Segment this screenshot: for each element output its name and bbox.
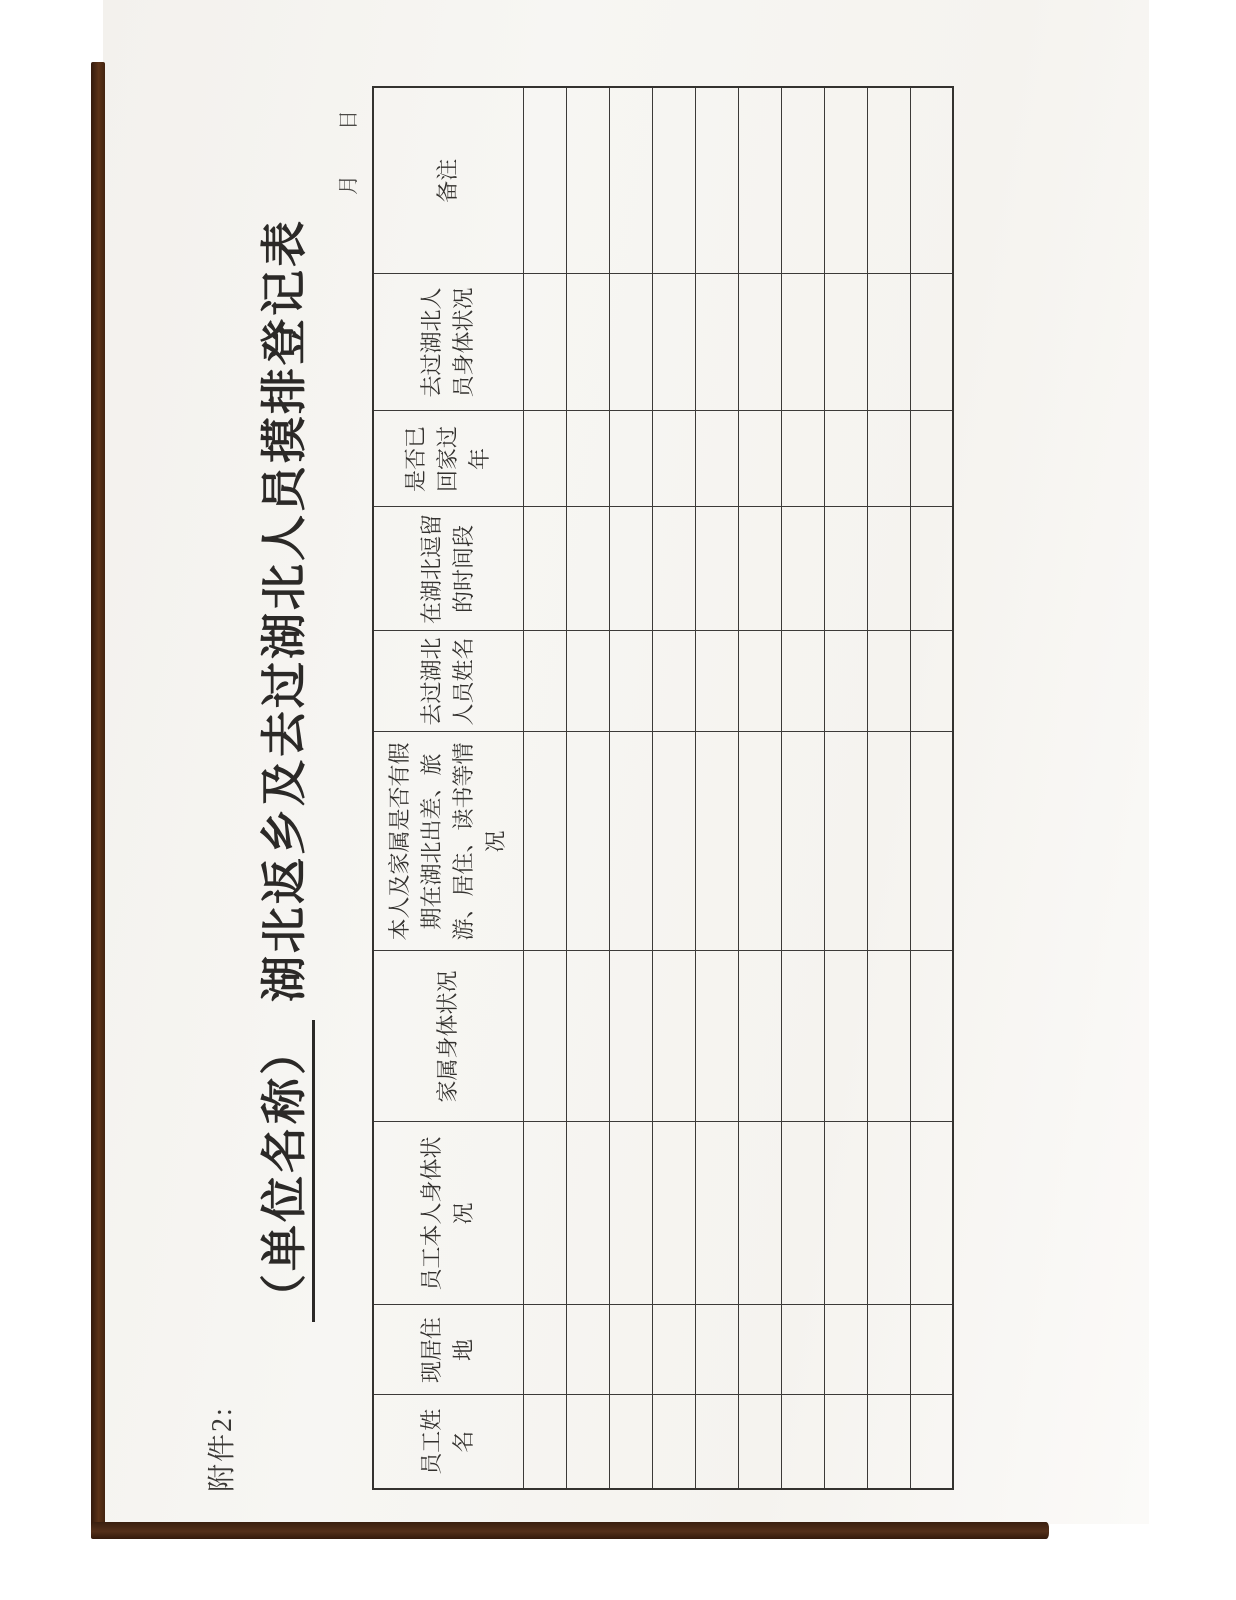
empty-cell — [523, 507, 566, 631]
empty-cell — [910, 87, 953, 274]
empty-cell — [652, 1395, 695, 1489]
empty-cell — [781, 1395, 824, 1489]
empty-cell — [824, 1122, 867, 1305]
empty-cell — [566, 507, 609, 631]
empty-cell — [523, 631, 566, 732]
empty-cell — [781, 1122, 824, 1305]
empty-cell — [738, 1305, 781, 1395]
empty-cell — [609, 1122, 652, 1305]
empty-cell — [523, 1395, 566, 1489]
empty-cell — [609, 1305, 652, 1395]
empty-cell — [609, 87, 652, 274]
empty-cell — [523, 1122, 566, 1305]
empty-cell — [566, 631, 609, 732]
empty-cell — [523, 732, 566, 951]
table-header — [373, 87, 523, 1489]
empty-cell — [867, 951, 910, 1122]
empty-cell — [566, 1305, 609, 1395]
table-row — [824, 87, 867, 1489]
empty-cell — [695, 274, 738, 411]
empty-cell — [652, 507, 695, 631]
empty-cell — [566, 87, 609, 274]
empty-cell — [824, 274, 867, 411]
empty-cell — [566, 951, 609, 1122]
empty-cell — [910, 951, 953, 1122]
empty-cell — [781, 631, 824, 732]
column-header: 备注 — [373, 87, 523, 274]
empty-cell — [566, 732, 609, 951]
empty-cell — [566, 411, 609, 507]
empty-cell — [867, 507, 910, 631]
empty-cell — [523, 87, 566, 274]
empty-cell — [695, 411, 738, 507]
empty-cell — [652, 631, 695, 732]
column-header: 现居住地 — [373, 1305, 523, 1395]
empty-cell — [867, 1122, 910, 1305]
empty-cell — [609, 274, 652, 411]
column-header: 员工本人身体状况 — [373, 1122, 523, 1305]
empty-cell — [738, 1395, 781, 1489]
empty-cell — [910, 732, 953, 951]
empty-cell — [781, 411, 824, 507]
empty-cell — [566, 274, 609, 411]
empty-cell — [652, 274, 695, 411]
empty-cell — [695, 507, 738, 631]
empty-cell — [695, 951, 738, 1122]
empty-cell — [695, 87, 738, 274]
column-header: 去过湖北人员身体状况 — [373, 274, 523, 411]
empty-cell — [609, 631, 652, 732]
empty-cell — [824, 1305, 867, 1395]
empty-cell — [781, 507, 824, 631]
empty-cell — [867, 411, 910, 507]
table-body — [523, 87, 953, 1489]
empty-cell — [824, 1395, 867, 1489]
table-row — [781, 87, 824, 1489]
table-row — [609, 87, 652, 1489]
empty-cell — [910, 1305, 953, 1395]
empty-cell — [781, 87, 824, 274]
empty-cell — [781, 1305, 824, 1395]
empty-cell — [652, 951, 695, 1122]
column-header: 家属身体状况 — [373, 951, 523, 1122]
column-header: 员工姓名 — [373, 1395, 523, 1489]
empty-cell — [824, 507, 867, 631]
empty-cell — [910, 507, 953, 631]
empty-cell — [695, 1122, 738, 1305]
empty-cell — [566, 1395, 609, 1489]
empty-cell — [695, 732, 738, 951]
form-title-text: 湖北返乡及去过湖北人员摸排登记表 — [259, 218, 310, 1002]
date-line: 月 日 — [338, 90, 360, 195]
empty-cell — [695, 631, 738, 732]
column-header: 在湖北逗留的时间段 — [373, 507, 523, 631]
table-row — [910, 87, 953, 1489]
empty-cell — [910, 274, 953, 411]
empty-cell — [609, 507, 652, 631]
empty-cell — [609, 732, 652, 951]
empty-cell — [910, 631, 953, 732]
empty-cell — [609, 411, 652, 507]
empty-cell — [781, 951, 824, 1122]
empty-cell — [824, 411, 867, 507]
empty-cell — [824, 732, 867, 951]
column-header: 是否已回家过年 — [373, 411, 523, 507]
empty-cell — [523, 1305, 566, 1395]
empty-cell — [523, 274, 566, 411]
empty-cell — [609, 951, 652, 1122]
empty-cell — [738, 87, 781, 274]
empty-cell — [867, 274, 910, 411]
empty-cell — [867, 1305, 910, 1395]
table-row — [523, 87, 566, 1489]
empty-cell — [738, 631, 781, 732]
empty-cell — [652, 732, 695, 951]
table-row — [867, 87, 910, 1489]
empty-cell — [781, 274, 824, 411]
empty-cell — [867, 87, 910, 274]
empty-cell — [652, 1122, 695, 1305]
table-header-row — [373, 87, 523, 1489]
empty-cell — [867, 631, 910, 732]
table-row — [695, 87, 738, 1489]
empty-cell — [738, 732, 781, 951]
empty-cell — [867, 1395, 910, 1489]
empty-cell — [609, 1395, 652, 1489]
empty-cell — [566, 1122, 609, 1305]
empty-cell — [652, 411, 695, 507]
form-title — [248, 0, 314, 1600]
table-row — [652, 87, 695, 1489]
empty-cell — [781, 732, 824, 951]
empty-cell — [738, 1122, 781, 1305]
column-header: 本人及家属是否有假期在湖北出差、旅游、居住、读书等情况 — [373, 732, 523, 951]
empty-cell — [910, 1122, 953, 1305]
registration-table — [372, 86, 954, 1490]
empty-cell — [738, 274, 781, 411]
empty-cell — [695, 1395, 738, 1489]
empty-cell — [824, 631, 867, 732]
table-row — [566, 87, 609, 1489]
empty-cell — [738, 411, 781, 507]
empty-cell — [738, 951, 781, 1122]
empty-cell — [738, 507, 781, 631]
unit-name-blank: （单位名称） — [259, 1020, 315, 1322]
empty-cell — [652, 1305, 695, 1395]
empty-cell — [652, 87, 695, 274]
attachment-label: 附件2: — [207, 1406, 238, 1492]
empty-cell — [824, 87, 867, 274]
empty-cell — [824, 951, 867, 1122]
column-header: 去过湖北人员姓名 — [373, 631, 523, 732]
empty-cell — [910, 411, 953, 507]
empty-cell — [523, 951, 566, 1122]
empty-cell — [523, 411, 566, 507]
empty-cell — [910, 1395, 953, 1489]
table-row — [738, 87, 781, 1489]
empty-cell — [867, 732, 910, 951]
empty-cell — [695, 1305, 738, 1395]
